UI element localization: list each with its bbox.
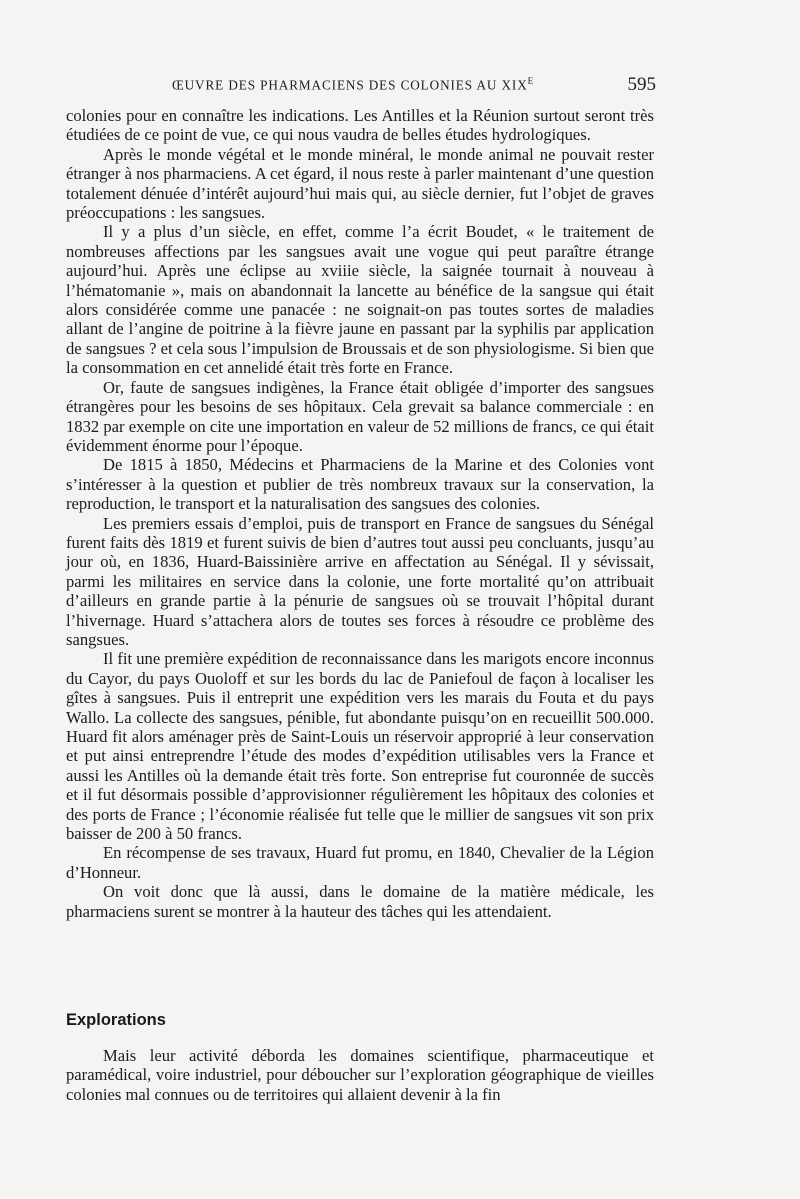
paragraph: Après le monde végétal et le monde minéral, le monde animal ne pouvait rester étranger à nos pharmaciens. A cet égard, il nous reste à parler maintenant d’une question totalement dénuée d’intérêt aujourd’hui mais qui, au siècle dernier, fut l’objet de graves préoccupations : les sangsues. <box>66 144 654 223</box>
section-body <box>66 1046 654 1104</box>
running-title-text: ŒUVRE DES PHARMACIENS DES COLONIES AU XIX <box>172 77 528 93</box>
paragraph: Il fit une première expédition de reconnaissance dans les marigots encore inconnus du Cayor, du pays Ouoloff et sur les bords du lac de Paniefoul de façon à localiser les gîtes à sangsues. Puis il entreprit une expédition vers les marais du Fouta et du pays Wallo. La collecte des sangsues, pénible, fut abondante puisqu’on en recueillit 500.000. Huard fit alors aménager près de Saint-Louis un réservoir approprié à leur conservation et put ainsi entreprendre l’étude des modes d’expédition utilisables vers la France et aussi les Antilles où la demande était très forte. Son entreprise fut couronnée de succès et il fut désormais possible d’approvisionner régulièrement les hôpitaux des colonies et des ports de France ; l’économie réalisée fut telle que le millier de sangsues vit son prix baisser de 200 à 50 francs. <box>66 649 654 844</box>
paragraph: De 1815 à 1850, Médecins et Pharmaciens de la Marine et des Colonies vont s’intéresser à la question et publier de très nombreux travaux sur la conservation, la reproduction, le transport et la naturalisation des sangsues des colonies. <box>66 455 654 514</box>
paragraph: colonies pour en connaître les indications. Les Antilles et la Réunion surtout seront très étudiées de ce point de vue, ce qui nous vaudra de belles études hydrologiques. <box>66 106 654 145</box>
body-text <box>66 106 654 921</box>
section-heading: Explorations <box>66 1011 166 1029</box>
running-title-superscript: E <box>527 76 534 86</box>
running-title <box>172 76 533 93</box>
paragraph: Or, faute de sangsues indigènes, la France était obligée d’importer des sangsues étrangères pour les besoins de ses hôpitaux. Cela grevait sa balance commerciale : en 1832 par exemple on cite une importation en valeur de 52 millions de francs, ce qui était évidemment énorme pour l’époque. <box>66 377 654 455</box>
paragraph: Les premiers essais d’emploi, puis de transport en France de sangsues du Sénégal furent faits dès 1819 et furent suivis de bien d’autres tout aussi peu concluants, jusqu’au jour où, en 1836, Huard-Baissinière arrive en affectation au Sénégal. Il y sévissait, parmi les militaires en service dans la colonie, une forte mortalité qu’on attribuait d’ailleurs en grande partie à la pénurie de sangsues où se trouvait l’hôpital durant l’hivernage. Huard s’attachera alors de toutes ses forces à résoudre ce problème des sangsues. <box>66 513 654 649</box>
paragraph: Il y a plus d’un siècle, en effet, comme l’a écrit Boudet, « le traitement de nombreuses affections par les sangsues avait une vogue qui peut paraître étrange aujourd’hui. Après une éclipse au xviiie siècle, la saignée tournait à nouveau à l’hématomanie », mais on abandonnait la lancette au bénéfice de la sangsue qui était alors considérée comme une panacée : ne soignait-on pas toutes sortes de maladies allant de l’angine de poitrine à la fièvre jaune en passant par la syphilis par application de sangsues ? et cela sous l’impulsion de Broussais et de son physiologisme. Si bien que la consommation en cet annelidé était très forte en France. <box>66 222 654 378</box>
running-header <box>66 74 656 98</box>
page-number: 595 <box>627 74 656 95</box>
paragraph: En récompense de ses travaux, Huard fut promu, en 1840, Chevalier de la Légion d’Honneur. <box>66 843 654 882</box>
paragraph: Mais leur activité déborda les domaines scientifique, pharmaceutique et paramédical, voire industriel, pour déboucher sur l’exploration géographique de vieilles colonies mal connues ou de territoires qui allaient devenir à la fin <box>66 1046 654 1104</box>
paragraph: On voit donc que là aussi, dans le domaine de la matière médicale, les pharmaciens surent se montrer à la hauteur des tâches qui les attendaient. <box>66 882 654 921</box>
